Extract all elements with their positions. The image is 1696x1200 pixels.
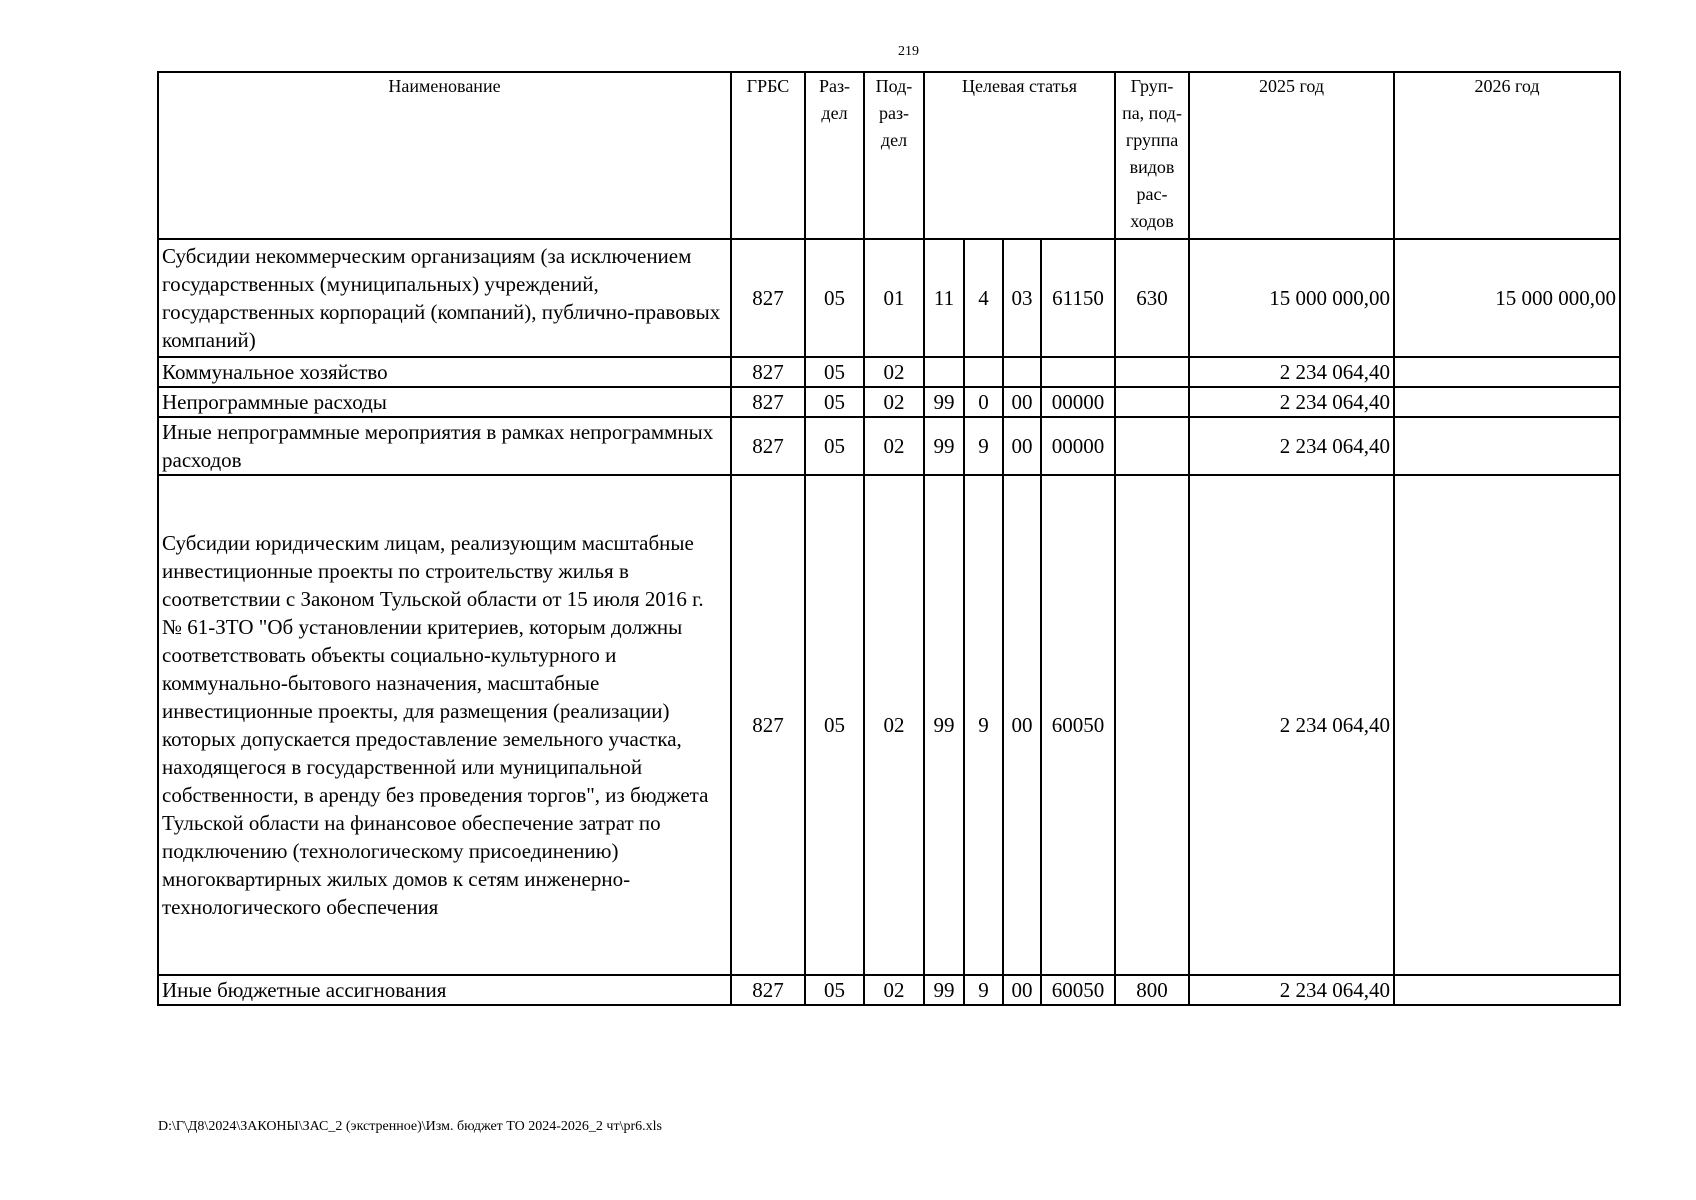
row-2025: 2 234 064,40 <box>1189 387 1394 417</box>
row-cs-type: 9 <box>964 975 1003 1005</box>
row-vr <box>1115 357 1189 387</box>
row-cs-program <box>924 357 964 387</box>
row-grbs: 827 <box>731 357 805 387</box>
footer-file-path: D:\Г\Д8\2024\ЗАКОНЫ\ЗАС_2 (экстренное)\Изм. бюджет ТО 2024-2026_2 чт\pr6.xls <box>158 1119 662 1134</box>
header-row <box>158 72 1620 239</box>
table-row <box>158 417 1620 475</box>
row-vr: 800 <box>1115 975 1189 1005</box>
row-vr <box>1115 387 1189 417</box>
row-cs-program: 99 <box>924 475 964 975</box>
table-row <box>158 387 1620 417</box>
table-row <box>158 357 1620 387</box>
row-cs-code: 00000 <box>1041 387 1115 417</box>
row-cs-code <box>1041 357 1115 387</box>
row-cs-program: 11 <box>924 239 964 357</box>
table-row <box>158 239 1620 357</box>
row-podrazdel: 02 <box>864 417 924 475</box>
row-2026 <box>1394 417 1620 475</box>
row-2025: 2 234 064,40 <box>1189 417 1394 475</box>
row-vr <box>1115 475 1189 975</box>
header-razdel: Раз- дел <box>805 72 864 239</box>
row-name: Субсидии некоммерческим организациям (за исключением государственных (муниципальных) учреждений, государственных корпораций (компаний), публично-правовых компаний) <box>158 239 731 357</box>
row-cs-program: 99 <box>924 387 964 417</box>
row-razdel: 05 <box>805 357 864 387</box>
row-cs-sub <box>1003 357 1041 387</box>
header-name: Наименование <box>158 72 731 239</box>
row-2025: 15 000 000,00 <box>1189 239 1394 357</box>
row-vr <box>1115 417 1189 475</box>
header-grbs: ГРБС <box>731 72 805 239</box>
row-cs-sub: 03 <box>1003 239 1041 357</box>
row-cs-type: 9 <box>964 475 1003 975</box>
header-2026: 2026 год <box>1394 72 1620 239</box>
row-cs-type: 0 <box>964 387 1003 417</box>
row-2026 <box>1394 475 1620 975</box>
page-number: 219 <box>898 44 919 59</box>
row-vr: 630 <box>1115 239 1189 357</box>
row-podrazdel: 01 <box>864 239 924 357</box>
row-podrazdel: 02 <box>864 975 924 1005</box>
row-2025: 2 234 064,40 <box>1189 975 1394 1005</box>
header-gruppa-vidov-rashodov: Груп- па, под- группа видов рас- ходов <box>1115 72 1189 239</box>
row-grbs: 827 <box>731 975 805 1005</box>
row-name: Коммунальное хозяйство <box>158 357 731 387</box>
row-cs-code: 60050 <box>1041 975 1115 1005</box>
row-2026: 15 000 000,00 <box>1394 239 1620 357</box>
row-razdel: 05 <box>805 387 864 417</box>
row-razdel: 05 <box>805 239 864 357</box>
row-name: Иные непрограммные мероприятия в рамках непрограммных расходов <box>158 417 731 475</box>
table-row <box>158 475 1620 975</box>
row-razdel: 05 <box>805 475 864 975</box>
row-cs-code: 00000 <box>1041 417 1115 475</box>
table-row <box>158 975 1620 1005</box>
row-cs-type: 4 <box>964 239 1003 357</box>
row-cs-program: 99 <box>924 417 964 475</box>
row-grbs: 827 <box>731 239 805 357</box>
row-razdel: 05 <box>805 975 864 1005</box>
row-2026 <box>1394 357 1620 387</box>
row-podrazdel: 02 <box>864 387 924 417</box>
row-grbs: 827 <box>731 475 805 975</box>
row-razdel: 05 <box>805 417 864 475</box>
row-cs-code: 61150 <box>1041 239 1115 357</box>
budget-table <box>157 71 1621 1006</box>
row-2025: 2 234 064,40 <box>1189 357 1394 387</box>
row-grbs: 827 <box>731 387 805 417</box>
row-name: Иные бюджетные ассигнования <box>158 975 731 1005</box>
header-celevaya-statya: Целевая статья <box>924 72 1115 239</box>
row-2025: 2 234 064,40 <box>1189 475 1394 975</box>
row-podrazdel: 02 <box>864 475 924 975</box>
row-name: Непрограммные расходы <box>158 387 731 417</box>
row-2026 <box>1394 975 1620 1005</box>
header-2025: 2025 год <box>1189 72 1394 239</box>
row-cs-sub: 00 <box>1003 387 1041 417</box>
row-cs-program: 99 <box>924 975 964 1005</box>
row-cs-sub: 00 <box>1003 475 1041 975</box>
header-podrazdel: Под- раз- дел <box>864 72 924 239</box>
row-cs-sub: 00 <box>1003 417 1041 475</box>
row-cs-type: 9 <box>964 417 1003 475</box>
row-2026 <box>1394 387 1620 417</box>
row-cs-sub: 00 <box>1003 975 1041 1005</box>
row-podrazdel: 02 <box>864 357 924 387</box>
row-name: Субсидии юридическим лицам, реализующим масштабные инвестиционные проекты по строительству жилья в соответствии с Законом Тульской области от 15 июля 2016 г. № 61-ЗТО "Об установлении критериев, которым должны соответствовать объекты социально-культурного и коммунально-бытового назначения, масштабные инвестиционные проекты, для размещения (реализации) которых допускается предоставление земельного участка, находящегося в государственной или муниципальной собственности, в аренду без проведения торгов", из бюджета Тульской области на финансовое обеспечение затрат по подключению (технологическому присоединению) многоквартирных жилых домов к сетям инженерно-технологического обеспечения <box>158 475 731 975</box>
row-cs-type <box>964 357 1003 387</box>
row-cs-code: 60050 <box>1041 475 1115 975</box>
row-grbs: 827 <box>731 417 805 475</box>
